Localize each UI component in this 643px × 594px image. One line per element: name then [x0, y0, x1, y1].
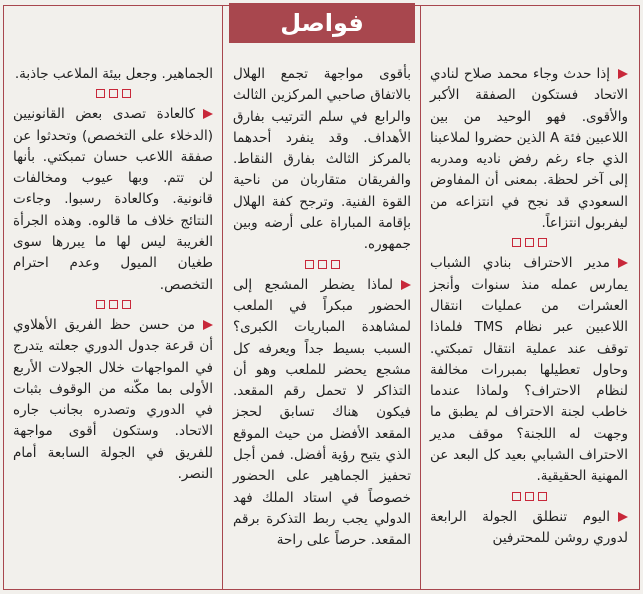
article-item: اليوم تنطلق الجولة الرابعة لدوري روشن للمحترفين — [430, 508, 628, 546]
bottom-rule — [3, 589, 640, 590]
article-item: كالعادة تصدى بعض القانونيين (الدخلاء على التخصص) وتحدثوا عن صفقة اللاعب حسان تمبكتي. بأنها لن تتم. وبها عيوب ومخالفات قانونية. وكالعادة رسبوا. وجاءت النتائج خلاف ما قالوه. وهذه الجرأة الغريبة ليس لها ما يبررها سوى طغيان الميول وعدم احترام التخصص. — [13, 106, 213, 293]
red-triangle-bullet-icon — [203, 109, 213, 119]
frame-right-border — [639, 5, 640, 590]
red-triangle-bullet-icon — [618, 258, 628, 268]
article-item: إذا حدث وجاء محمد صلاح لنادي الاتحاد فستكون الصفقة الأكبر والأقوى. فهو الوحيد من بين اللاعبين فئة A الذين حضروا لملاعبنا الذي جاء رغم رفض ناديه ومدربه إلى آخر لحظة. بمعنى أن المفاوض السعودي قد نجح في انتزاعه من ليفربول انتزاعاً. — [430, 66, 628, 232]
separator-squares — [233, 259, 411, 271]
red-triangle-bullet-icon — [401, 280, 411, 290]
separator-squares — [13, 299, 213, 311]
column-divider-left — [222, 5, 223, 590]
column-right — [430, 64, 628, 549]
separator-squares — [430, 491, 628, 503]
section-title: فواصل — [229, 3, 415, 43]
separator-squares — [430, 237, 628, 249]
article-item: مدير الاحتراف بنادي الشباب يمارس عمله منذ سنوات وأنجز العشرات من عمليات انتقال اللاعبين عبر نظام TMS فلماذا توقف عند عملية انتقال تمبكتي. وحاول تعطيلها بمبررات مخالفة لنظام الاحتراف؟ ولماذا عندما خاطب لجنة الاحتراف لم يطبق ما وجهت له اللجنة؟ موقف مدير الاحتراف الشبابي بعيد كل البعد عن المهنية الحقيقية. — [430, 255, 628, 485]
top-rule-left — [3, 5, 229, 6]
column-middle — [233, 64, 411, 552]
separator-squares — [13, 88, 213, 100]
article-continuation: بأقوى مواجهة تجمع الهلال بالاتفاق صاحبي المركزين الثالث والرابع في سلم الترتيب بفارق الأهداف. وقد ينفرد أحدهما بالمركز الثالث بفارق النقاط. والفريقان متقاربان من ناحية القوة الفنية. وترجح كفة الهلال بإقامة المباراة على أرضه وبين جمهوره. — [233, 66, 411, 253]
frame-left-border — [3, 5, 4, 590]
red-triangle-bullet-icon — [618, 69, 628, 79]
top-rule-right — [415, 5, 640, 6]
article-item: من حسن حظ الفريق الأهلاوي أن قرعة جدول الدوري جعلته يتدرج في المواجهات خلال الجولات الأربع الأولى بما مكّنه من الوقوف بثبات في الدوري وتصدره بجانب جاره الاتحاد. وستكون أقوى مواجهة للفريق في الجولة السابعة أمام النصر. — [13, 316, 213, 483]
article-item: لماذا يضطر المشجع إلى الحضور مبكراً في الملعب لمشاهدة المباريات الكبرى؟ السبب بسيط جداً ويعرفه كل مشجع يحضر للملعب وهو أن التذاكر لا تحمل رقم المقعد. فيكون هناك تسابق لحجز المقعد الأفضل من حيث الموقع الذي يتيح رؤية أفضل. فمن أجل تحفيز الجماهير على الحضور خصوصاً في استاد الملك فهد الدولي يجب ربط التذكرة برقم المقعد. حرصاً على راحة — [233, 276, 411, 549]
column-divider-right — [420, 5, 421, 590]
red-triangle-bullet-icon — [203, 320, 213, 330]
column-left — [13, 64, 213, 485]
article-continuation: الجماهير. وجعل بيئة الملاعب جاذبة. — [14, 66, 213, 82]
red-triangle-bullet-icon — [618, 512, 628, 522]
